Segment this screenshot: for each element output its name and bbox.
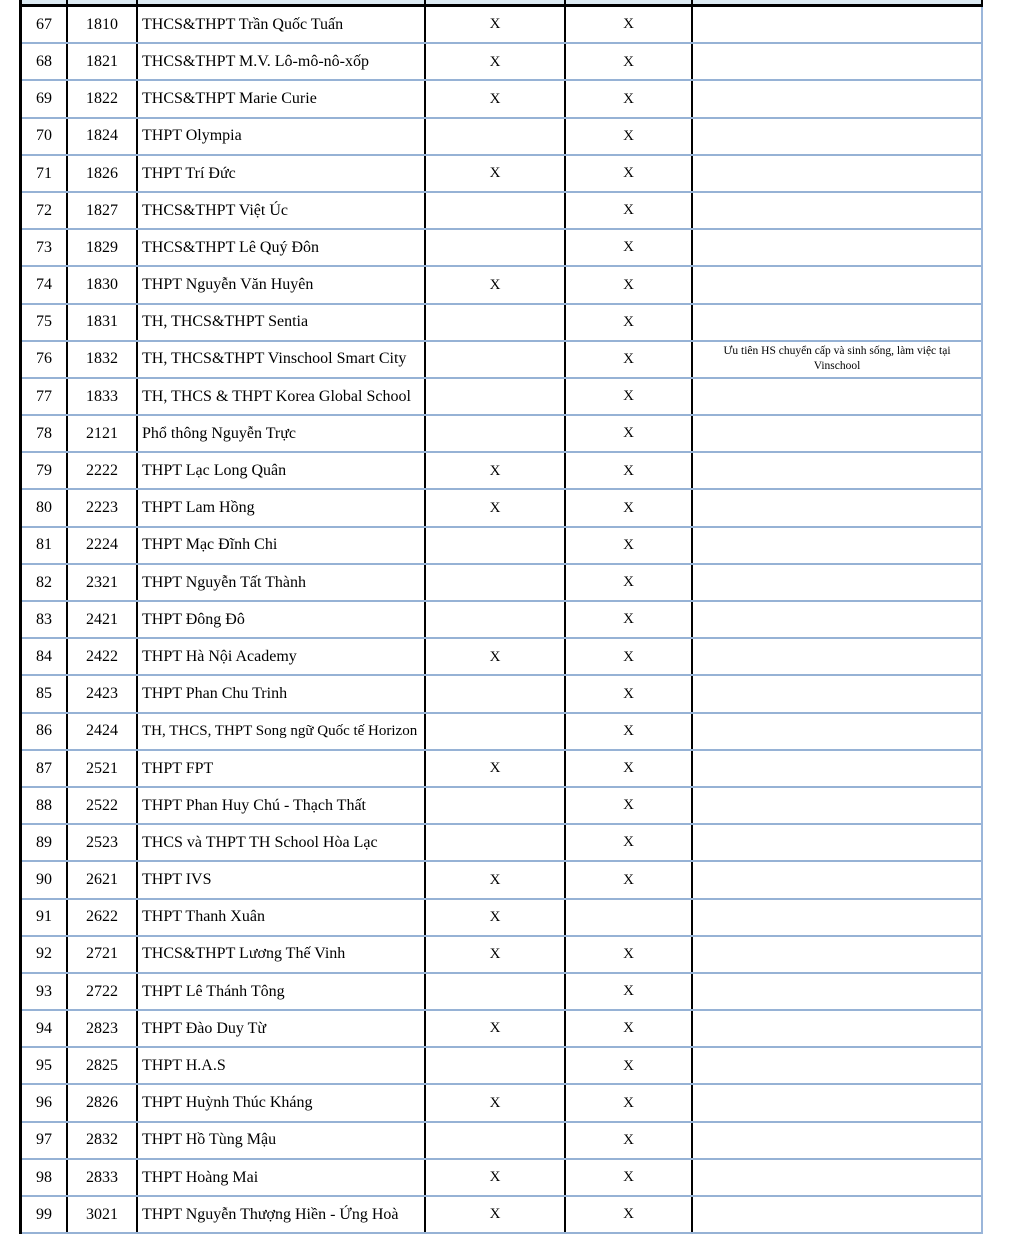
cell-nv2-mark: X — [566, 974, 693, 1009]
cell-nv2-mark: X — [566, 379, 693, 414]
cell-nv1-mark: X — [426, 267, 566, 302]
cell-nv1-mark: X — [426, 7, 566, 42]
cell-school-name: THPT Đào Duy Từ — [138, 1011, 426, 1046]
cell-nv1-mark: X — [426, 1160, 566, 1195]
cell-stt: 76 — [22, 342, 68, 377]
cell-nv2-mark: X — [566, 937, 693, 972]
cell-school-name: THPT FPT — [138, 751, 426, 786]
cell-stt: 69 — [22, 81, 68, 116]
cell-note — [693, 7, 981, 42]
table-row — [22, 676, 981, 713]
cell-nv1-mark: X — [426, 1197, 566, 1232]
cell-stt: 77 — [22, 379, 68, 414]
cell-stt: 94 — [22, 1011, 68, 1046]
cell-nv1-mark — [426, 825, 566, 860]
cell-stt: 81 — [22, 528, 68, 563]
table-row — [22, 1011, 981, 1048]
cell-stt: 91 — [22, 900, 68, 935]
header-cell-note — [693, 0, 981, 4]
cell-stt: 96 — [22, 1085, 68, 1120]
cell-code: 2823 — [68, 1011, 138, 1046]
cell-note — [693, 44, 981, 79]
cell-note — [693, 528, 981, 563]
cell-note — [693, 825, 981, 860]
cell-stt: 95 — [22, 1048, 68, 1083]
cell-code: 2421 — [68, 602, 138, 637]
cell-school-name: THPT Thanh Xuân — [138, 900, 426, 935]
cell-nv1-mark: X — [426, 490, 566, 525]
cell-code: 2521 — [68, 751, 138, 786]
cell-stt: 67 — [22, 7, 68, 42]
table-row — [22, 639, 981, 676]
cell-school-name: THPT Lạc Long Quân — [138, 453, 426, 488]
cell-nv1-mark: X — [426, 862, 566, 897]
cell-nv2-mark: X — [566, 453, 693, 488]
cell-nv1-mark: X — [426, 1011, 566, 1046]
cell-nv1-mark: X — [426, 44, 566, 79]
cell-note — [693, 230, 981, 265]
cell-note — [693, 602, 981, 637]
cell-school-name: THCS&THPT Marie Curie — [138, 81, 426, 116]
table-row — [22, 788, 981, 825]
cell-note — [693, 676, 981, 711]
cell-nv2-mark: X — [566, 416, 693, 451]
cell-nv1-mark — [426, 788, 566, 823]
cell-school-name: THCS&THPT M.V. Lô-mô-nô-xốp — [138, 44, 426, 79]
cell-nv1-mark — [426, 565, 566, 600]
cell-note — [693, 1197, 981, 1232]
table-row — [22, 602, 981, 639]
table-row — [22, 565, 981, 602]
table-row — [22, 7, 981, 44]
cell-nv2-mark: X — [566, 44, 693, 79]
cell-code: 1832 — [68, 342, 138, 377]
cell-stt: 82 — [22, 565, 68, 600]
cell-stt: 85 — [22, 676, 68, 711]
cell-code: 1830 — [68, 267, 138, 302]
cell-stt: 86 — [22, 714, 68, 749]
cell-code: 1821 — [68, 44, 138, 79]
cell-code: 3021 — [68, 1197, 138, 1232]
table-row — [22, 862, 981, 899]
cell-nv1-mark — [426, 119, 566, 154]
cell-school-name: THPT H.A.S — [138, 1048, 426, 1083]
table-row — [22, 453, 981, 490]
cell-code: 2422 — [68, 639, 138, 674]
cell-stt: 90 — [22, 862, 68, 897]
table-header-partial — [19, 0, 983, 7]
cell-nv1-mark — [426, 974, 566, 1009]
cell-note — [693, 267, 981, 302]
cell-nv1-mark: X — [426, 751, 566, 786]
cell-stt: 99 — [22, 1197, 68, 1232]
cell-nv2-mark: X — [566, 714, 693, 749]
cell-school-name: THPT Lê Thánh Tông — [138, 974, 426, 1009]
cell-school-name: THCS&THPT Lương Thế Vinh — [138, 937, 426, 972]
cell-code: 2321 — [68, 565, 138, 600]
cell-nv1-mark — [426, 602, 566, 637]
cell-stt: 75 — [22, 305, 68, 340]
cell-nv2-mark: X — [566, 490, 693, 525]
cell-school-name: THPT Đông Đô — [138, 602, 426, 637]
cell-school-name: THCS&THPT Trần Quốc Tuấn — [138, 7, 426, 42]
table-row — [22, 305, 981, 342]
cell-note — [693, 862, 981, 897]
cell-school-name: THPT Olympia — [138, 119, 426, 154]
table-row — [22, 1160, 981, 1197]
table-row — [22, 156, 981, 193]
cell-school-name: THCS&THPT Việt Úc — [138, 193, 426, 228]
cell-school-name: THPT Phan Chu Trinh — [138, 676, 426, 711]
cell-nv1-mark — [426, 379, 566, 414]
table-row — [22, 714, 981, 751]
cell-nv1-mark — [426, 676, 566, 711]
cell-school-name: THPT IVS — [138, 862, 426, 897]
table-row — [22, 44, 981, 81]
cell-school-name: TH, THCS & THPT Korea Global School — [138, 379, 426, 414]
table-row — [22, 1085, 981, 1122]
cell-school-name: THPT Phan Huy Chú - Thạch Thất — [138, 788, 426, 823]
cell-code: 2223 — [68, 490, 138, 525]
table-row — [22, 900, 981, 937]
cell-nv1-mark — [426, 305, 566, 340]
cell-code: 2832 — [68, 1123, 138, 1158]
cell-nv1-mark — [426, 714, 566, 749]
cell-nv2-mark: X — [566, 305, 693, 340]
cell-nv2-mark: X — [566, 230, 693, 265]
cell-code: 2721 — [68, 937, 138, 972]
cell-code: 2621 — [68, 862, 138, 897]
table-row — [22, 81, 981, 118]
header-cell-nv1 — [426, 0, 566, 4]
cell-stt: 87 — [22, 751, 68, 786]
cell-note — [693, 714, 981, 749]
schools-table — [19, 0, 983, 1234]
table-row — [22, 490, 981, 527]
table-row — [22, 1197, 981, 1234]
cell-note — [693, 119, 981, 154]
cell-stt: 89 — [22, 825, 68, 860]
cell-note — [693, 379, 981, 414]
cell-code: 2222 — [68, 453, 138, 488]
table-row — [22, 342, 981, 379]
cell-code: 1827 — [68, 193, 138, 228]
cell-stt: 83 — [22, 602, 68, 637]
cell-note — [693, 639, 981, 674]
cell-school-name: THPT Mạc Đĩnh Chi — [138, 528, 426, 563]
cell-school-name: THPT Hồ Tùng Mậu — [138, 1123, 426, 1158]
cell-note — [693, 416, 981, 451]
cell-nv2-mark: X — [566, 825, 693, 860]
cell-note — [693, 937, 981, 972]
cell-school-name: THPT Nguyễn Văn Huyên — [138, 267, 426, 302]
cell-nv2-mark: X — [566, 1085, 693, 1120]
cell-nv1-mark — [426, 1048, 566, 1083]
cell-note — [693, 900, 981, 935]
cell-stt: 93 — [22, 974, 68, 1009]
cell-stt: 97 — [22, 1123, 68, 1158]
cell-note — [693, 453, 981, 488]
cell-nv1-mark: X — [426, 453, 566, 488]
cell-note — [693, 193, 981, 228]
table-row — [22, 825, 981, 862]
cell-code: 2423 — [68, 676, 138, 711]
cell-school-name: THPT Huỳnh Thúc Kháng — [138, 1085, 426, 1120]
cell-stt: 92 — [22, 937, 68, 972]
cell-nv2-mark: X — [566, 1011, 693, 1046]
cell-nv2-mark: X — [566, 267, 693, 302]
table-row — [22, 119, 981, 156]
cell-nv2-mark: X — [566, 862, 693, 897]
table-row — [22, 528, 981, 565]
cell-nv2-mark: X — [566, 7, 693, 42]
table-row — [22, 379, 981, 416]
cell-nv2-mark: X — [566, 1123, 693, 1158]
cell-nv2-mark: X — [566, 602, 693, 637]
cell-note: Ưu tiên HS chuyển cấp và sinh sống, làm việc tại Vinschool — [723, 345, 951, 373]
cell-note — [693, 156, 981, 191]
cell-code: 1822 — [68, 81, 138, 116]
cell-note — [693, 1160, 981, 1195]
header-cell-name — [138, 0, 426, 4]
table-row — [22, 751, 981, 788]
cell-note — [693, 788, 981, 823]
cell-nv2-mark: X — [566, 156, 693, 191]
cell-nv1-mark: X — [426, 156, 566, 191]
cell-code: 2722 — [68, 974, 138, 1009]
cell-code: 1829 — [68, 230, 138, 265]
cell-note — [693, 1085, 981, 1120]
cell-code: 2622 — [68, 900, 138, 935]
cell-nv2-mark: X — [566, 1197, 693, 1232]
cell-code: 1824 — [68, 119, 138, 154]
cell-nv1-mark — [426, 342, 566, 377]
cell-note — [693, 81, 981, 116]
cell-code: 2825 — [68, 1048, 138, 1083]
cell-code: 1826 — [68, 156, 138, 191]
cell-nv1-mark — [426, 193, 566, 228]
cell-nv1-mark — [426, 528, 566, 563]
cell-note — [693, 1011, 981, 1046]
cell-note — [693, 1123, 981, 1158]
cell-school-name: THPT Trí Đức — [138, 156, 426, 191]
cell-note — [693, 974, 981, 1009]
cell-code: 2833 — [68, 1160, 138, 1195]
cell-nv2-mark: X — [566, 788, 693, 823]
cell-code: 2826 — [68, 1085, 138, 1120]
cell-nv2-mark: X — [566, 676, 693, 711]
cell-school-name: TH, THCS, THPT Song ngữ Quốc tế Horizon — [138, 714, 426, 749]
cell-nv1-mark — [426, 416, 566, 451]
table-row — [22, 230, 981, 267]
cell-stt: 73 — [22, 230, 68, 265]
table-row — [22, 974, 981, 1011]
cell-school-name: THPT Nguyễn Tất Thành — [138, 565, 426, 600]
cell-note — [693, 1048, 981, 1083]
table-row — [22, 193, 981, 230]
cell-stt: 79 — [22, 453, 68, 488]
cell-stt: 71 — [22, 156, 68, 191]
cell-stt: 68 — [22, 44, 68, 79]
header-cell-nv2 — [566, 0, 693, 4]
cell-school-name: Phổ thông Nguyễn Trực — [138, 416, 426, 451]
cell-school-name: THCS&THPT Lê Quý Đôn — [138, 230, 426, 265]
cell-stt: 74 — [22, 267, 68, 302]
cell-school-name: THPT Hà Nội Academy — [138, 639, 426, 674]
cell-note — [693, 751, 981, 786]
cell-nv2-mark: X — [566, 119, 693, 154]
cell-code: 2522 — [68, 788, 138, 823]
cell-nv2-mark: X — [566, 81, 693, 116]
cell-nv2-mark: X — [566, 1048, 693, 1083]
table-row — [22, 267, 981, 304]
cell-nv2-mark: X — [566, 193, 693, 228]
cell-note — [693, 305, 981, 340]
cell-school-name: TH, THCS&THPT Vinschool Smart City — [138, 342, 426, 377]
cell-stt: 72 — [22, 193, 68, 228]
cell-code: 1831 — [68, 305, 138, 340]
cell-stt: 80 — [22, 490, 68, 525]
cell-nv1-mark — [426, 230, 566, 265]
cell-nv1-mark: X — [426, 1085, 566, 1120]
cell-nv1-mark: X — [426, 900, 566, 935]
cell-school-name: THPT Lam Hồng — [138, 490, 426, 525]
cell-nv2-mark: X — [566, 639, 693, 674]
cell-nv1-mark: X — [426, 81, 566, 116]
cell-nv2-mark: X — [566, 1160, 693, 1195]
cell-school-name: TH, THCS&THPT Sentia — [138, 305, 426, 340]
cell-code: 2424 — [68, 714, 138, 749]
cell-school-name: THCS và THPT TH School Hòa Lạc — [138, 825, 426, 860]
cell-stt: 78 — [22, 416, 68, 451]
cell-nv2-mark: X — [566, 565, 693, 600]
cell-nv2-mark — [566, 900, 693, 935]
cell-code: 2523 — [68, 825, 138, 860]
cell-stt: 84 — [22, 639, 68, 674]
cell-code: 1833 — [68, 379, 138, 414]
table-row — [22, 416, 981, 453]
table-body — [19, 7, 983, 1234]
cell-stt: 98 — [22, 1160, 68, 1195]
cell-nv1-mark: X — [426, 639, 566, 674]
cell-school-name: THPT Hoàng Mai — [138, 1160, 426, 1195]
table-row — [22, 937, 981, 974]
cell-note — [693, 490, 981, 525]
cell-nv1-mark: X — [426, 937, 566, 972]
cell-stt: 88 — [22, 788, 68, 823]
header-cell-code — [68, 0, 138, 4]
cell-code: 2224 — [68, 528, 138, 563]
cell-code: 1810 — [68, 7, 138, 42]
cell-stt: 70 — [22, 119, 68, 154]
cell-nv2-mark: X — [566, 528, 693, 563]
header-cell-stt — [22, 0, 68, 4]
cell-note — [693, 565, 981, 600]
cell-nv1-mark — [426, 1123, 566, 1158]
table-row — [22, 1048, 981, 1085]
cell-school-name: THPT Nguyễn Thượng Hiền - Ứng Hoà — [138, 1197, 426, 1232]
cell-nv2-mark: X — [566, 751, 693, 786]
table-row — [22, 1123, 981, 1160]
cell-nv2-mark: X — [566, 342, 693, 377]
cell-code: 2121 — [68, 416, 138, 451]
